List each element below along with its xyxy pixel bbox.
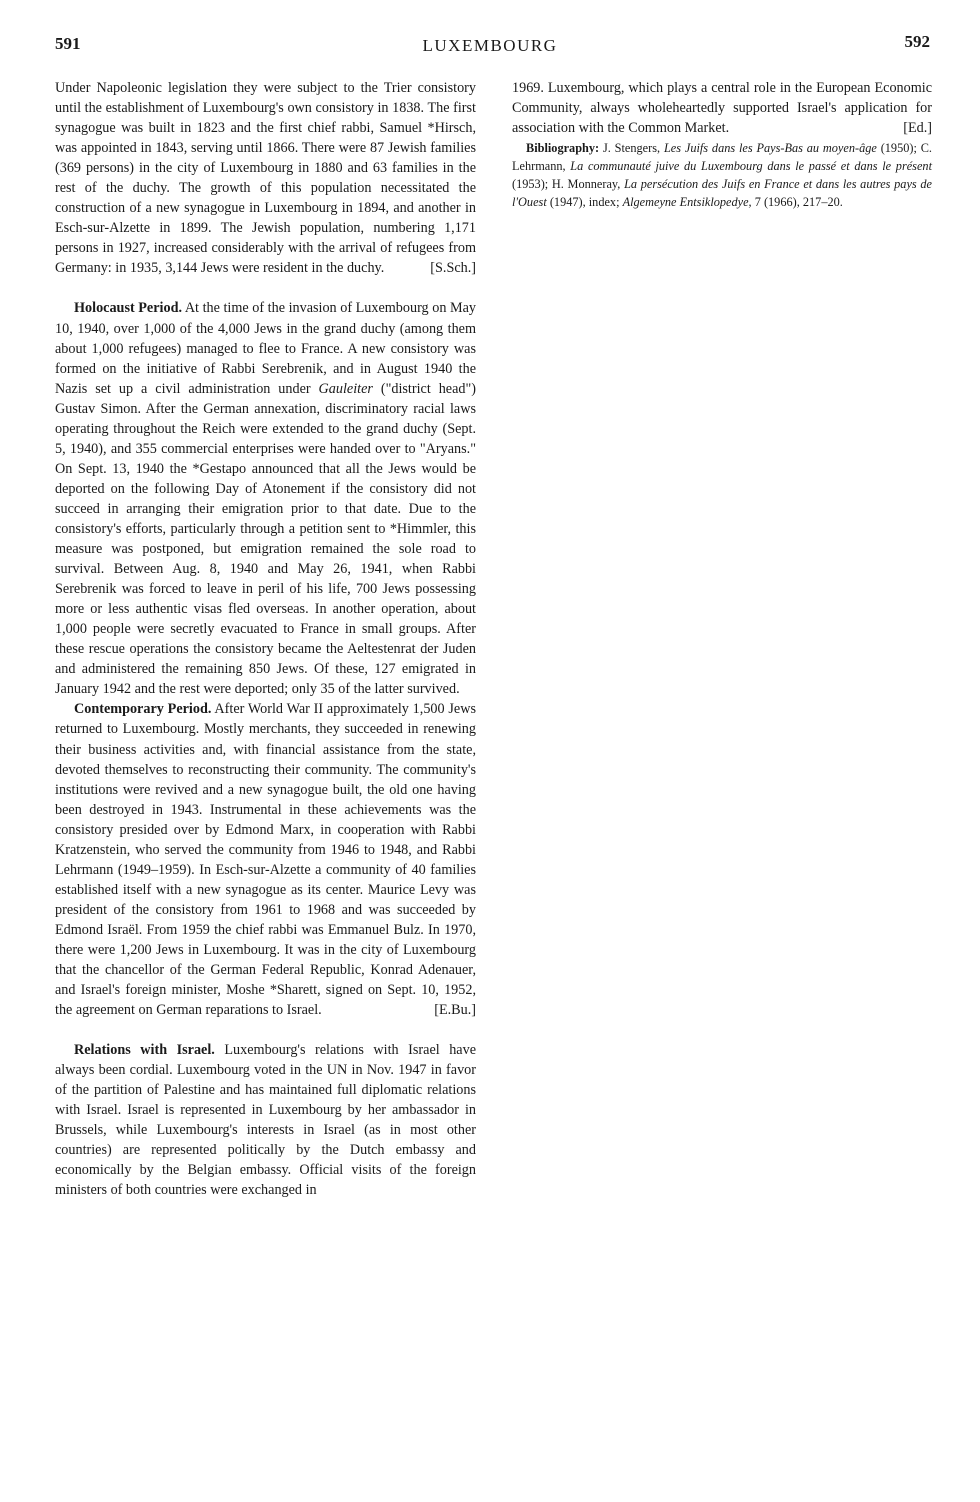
contemporary-text: After World War II approximately 1,500 Jews returned to Luxembourg. Mostly merchants, they succeeded in renewing their business activities and, with financial assistance from the state, devoted themselves to reconstructing their community. The community's institutions were revived and a new synagogue built, the old one having been destroyed in 1943. Instrumental in these achievements was the consistory presided over by Edmond Marx, in cooperation with Rabbi Kratzenstein, who served the community from 1946 to 1948, and Rabbi Lehrmann (1949–1959). In Esch-sur-Alzette a community of 40 families established itself with a new synagogue as its center. Maurice Levy was president of the consistory from 1961 to 1968 and was succeeded by Edmond Israël. From 1959 the chief rabbi was Emmanuel Bulz. In 1970, there were 1,200 Jews in Luxembourg. It was in the city of Luxembourg that the chancellor of the German Federal Republic, Konrad Adenauer, and Israel's foreign minister, Moshe *Sharett, signed on Sept. 10, 1952, the agreement on German reparations to Israel. xyxy=(55,701,476,1019)
intro-signature: [S.Sch.] xyxy=(430,260,476,277)
running-title: LUXEMBOURG xyxy=(422,36,558,55)
bib-title-3: La persécution des Juifs en France et dans les autres pays de l'Ouest xyxy=(512,176,932,209)
left-column xyxy=(55,78,476,1201)
holocaust-paragraph xyxy=(55,298,476,699)
bib-author-3: (1953); H. Monneray, xyxy=(512,176,621,191)
bib-title-2: La communauté juive du Luxembourg dans le passé et dans le présent xyxy=(570,158,932,173)
intro-paragraph xyxy=(55,78,476,278)
right-column xyxy=(512,78,932,211)
relations-heading: Relations with Israel. xyxy=(74,1042,215,1059)
editor-signature: [Ed.] xyxy=(903,120,932,137)
relations-text: Luxembourg's relations with Israel have always been cordial. Luxembourg voted in the UN in Nov. 1947 in favor of the partition of Palestine and has maintained full diplomatic relations with Israel. Israel is represented in Luxembourg by her ambassador in Brussels, while Luxembourg's interests in Israel (as in most other countries) are represented politically by the Dutch embassy and economically by the Belgian embassy. Official visits of the foreign ministers of both countries were exchanged in xyxy=(55,1042,476,1199)
intro-text: Under Napoleonic legislation they were subject to the Trier consistory until the establishment of Luxembourg's own consistory in 1838. The first synagogue was built in 1823 and the first chief rabbi, Samuel *Hirsch, was appointed in 1843, serving until 1866. There were 87 Jewish families (369 persons) in the city of Luxembourg in 1880 and 63 families in the rest of the duchy. The growth of this population necessitated the construction of a new synagogue in Luxembourg in 1894, and another in Esch-sur-Alzette in 1899. The Jewish population, numbering 1,171 persons in 1927, increased considerably with the arrival of refugees from Germany: in 1935, 3,144 Jews were resident in the duchy. xyxy=(55,80,476,277)
bib-title-1: Les Juifs dans les Pays-Bas au moyen-âge xyxy=(663,141,877,156)
continuation-text: 1969. Luxembourg, which plays a central role in the European Economic Community, always wholeheartedly supported Israel's application for association with the Common Market. xyxy=(512,80,932,137)
holocaust-heading: Holocaust Period. xyxy=(74,300,183,317)
bibliography xyxy=(512,140,932,211)
contemporary-signature: [E.Bu.] xyxy=(434,1002,476,1019)
bib-author-1: J. Stengers, xyxy=(602,141,661,156)
holocaust-text-1: At the time of the invasion of Luxembourg on May 10, 1940, over 1,000 of the 4,000 Jews in the grand duchy (among them about 1,000 refugees) managed to flee to France. A new consistory was formed on the initiative of Rabbi Serebrenik, and in August 1940 the Nazis set up a civil administration under xyxy=(55,300,476,397)
left-page-number: 591 xyxy=(55,34,81,53)
right-page-number: 592 xyxy=(904,32,930,51)
contemporary-heading: Contemporary Period. xyxy=(74,701,212,718)
relations-paragraph xyxy=(55,1040,476,1200)
holocaust-italic-term: Gauleiter xyxy=(318,380,373,397)
bib-author-4: (1947), index; xyxy=(549,194,620,209)
holocaust-text-2: ("district head") Gustav Simon. After the German annexation, discriminatory racial laws operating throughout the Reich were extended to the grand duchy (Sept. 5, 1940), and 355 commercial enterprises were handed over to "Aryans." On Sept. 13, 1940 the *Gestapo announced that all the Jews would be deported on the following Day of Atonement if the consistory did not succeed in arranging their emigration prior to that date. Due to the consistory's efforts, particularly through a petition sent to *Himmler, this measure was postponed, but emigration remained the sole road to survival. Between Aug. 8, 1940 and May 26, 1941, when Rabbi Serebrenik was forced to leave in peril of his life, 700 Jews possessing more or less authentic visas fled overseas. In another operation, about 1,000 people were secretly evacuated to France in small groups. After these rescue operations the consistory became the Aeltestenrat der Juden and administered the remaining 850 Jews. Of these, 127 emigrated in January 1942 and the rest were deported; only 35 of the latter survived. xyxy=(55,380,477,698)
contemporary-paragraph xyxy=(55,699,476,1020)
page-header xyxy=(0,34,980,62)
bib-author-5: 7 (1966), 217–20. xyxy=(754,194,843,209)
bib-title-4: Algemeyne Entsiklopedye, xyxy=(622,194,752,209)
bibliography-label: Bibliography: xyxy=(526,141,600,156)
continuation-paragraph xyxy=(512,78,932,138)
bib-author-2: (1950); C. Lehrmann, xyxy=(512,141,933,173)
